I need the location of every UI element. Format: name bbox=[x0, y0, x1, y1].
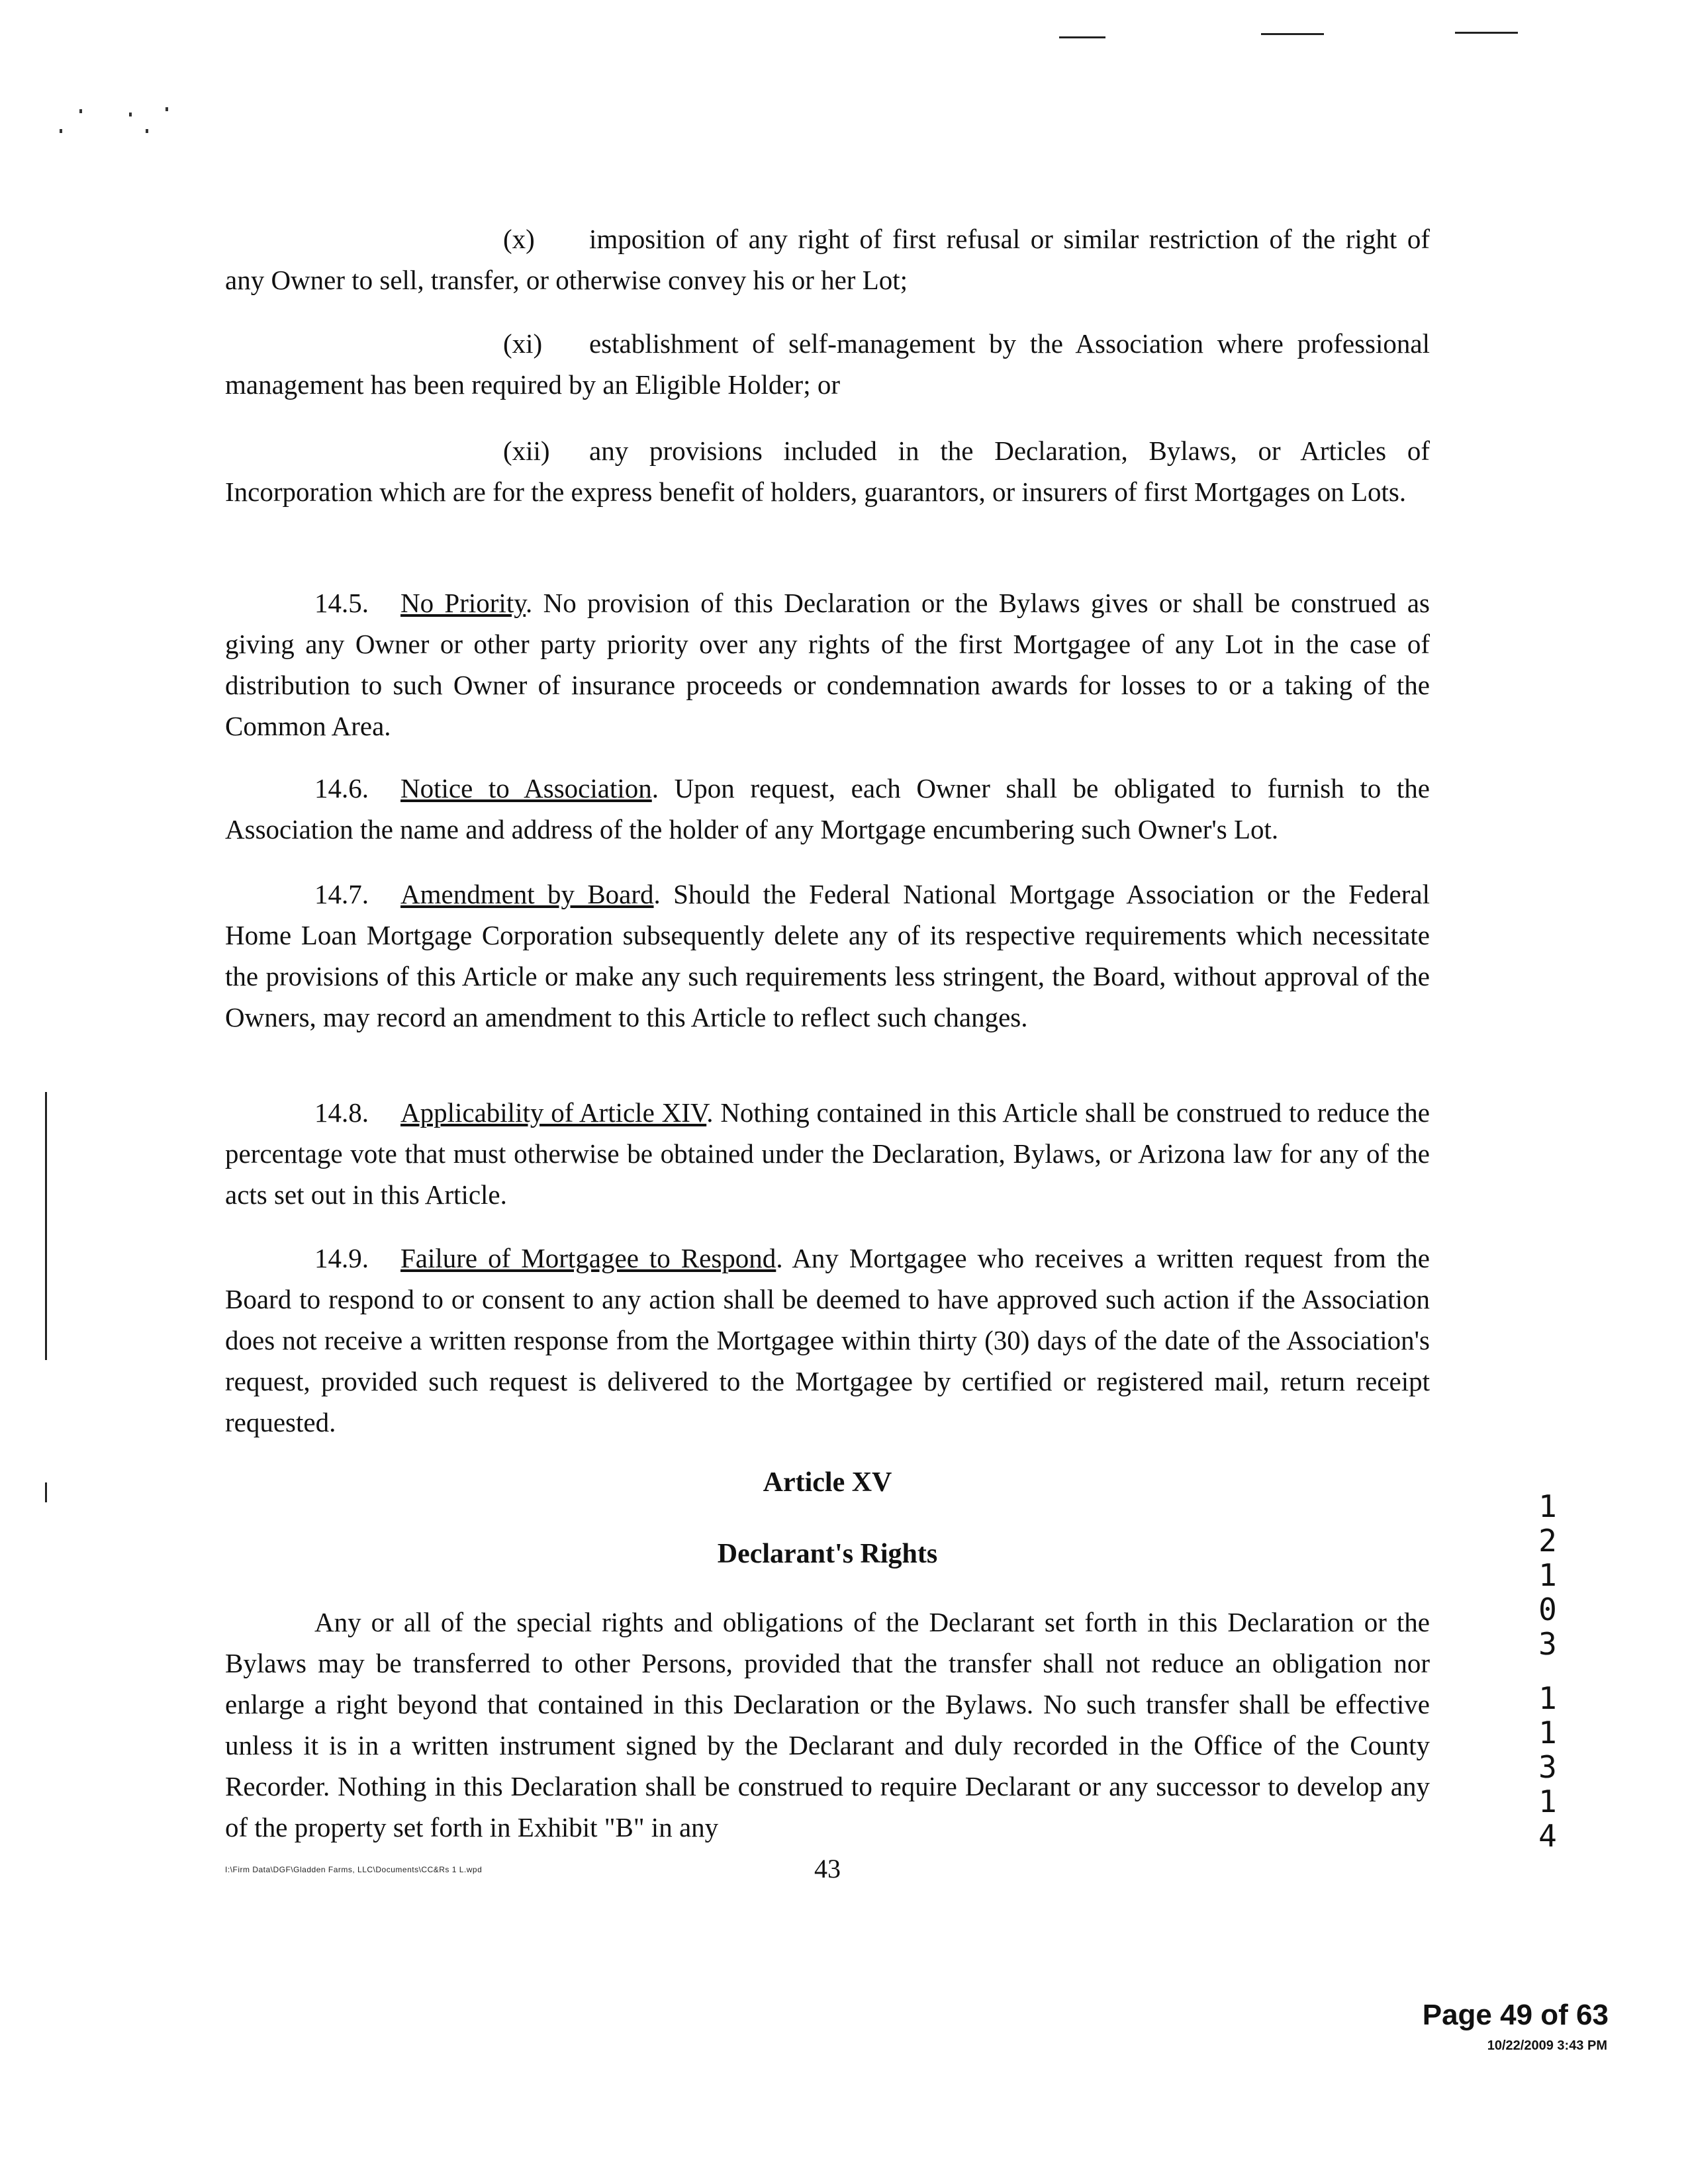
section-title: No Priority bbox=[400, 588, 526, 618]
section-title: Amendment by Board bbox=[400, 879, 654, 909]
section-14-5: 14.5. No Priority. No provision of this Declaration or the Bylaws gives or shall be construed as giving any Owner or other party priority over any rights of the first Mortgagee of any Lot in the case of distribution to such Owner of insurance proceeds or condemnation awards for losses to or a taking of the Common Area. bbox=[225, 582, 1430, 747]
section-number: 14.6. bbox=[314, 773, 369, 803]
stamp-digit: 1 bbox=[1538, 1488, 1557, 1524]
section-14-6: 14.6. Notice to Association. Upon request, each Owner shall be obligated to furnish to the Association the name and address of the holder of any Mortgage encumbering such Owner's Lot. bbox=[225, 768, 1430, 850]
item-xii bbox=[225, 430, 1430, 512]
scan-speck bbox=[165, 107, 168, 111]
page-of-count: Page 49 of 63 bbox=[1422, 1999, 1609, 2031]
page-number: 43 bbox=[814, 1854, 841, 1884]
stamp-digit: 3 bbox=[1538, 1626, 1557, 1662]
stamp-digit: 3 bbox=[1538, 1749, 1557, 1785]
item-text: imposition of any right of first refusal or similar restriction of the right bbox=[589, 224, 1397, 254]
scan-rule-1 bbox=[1059, 36, 1105, 38]
section-14-8: 14.8. Applicability of Article XIV. Nothing contained in this Article shall be construed to reduce the percentage vote that must otherwise be obtained under the Declaration, Bylaws, or Arizona law for any of the acts set out in this Article. bbox=[225, 1092, 1430, 1215]
scan-speck bbox=[79, 109, 82, 113]
stamp-digit: 0 bbox=[1538, 1592, 1557, 1627]
section-body: Nothing contained in this Article shall be construed to reduce the percentage vote that must otherwise be obtained under the Declaration, Bylaws, or Arizona law for any of the acts set out in this Article. bbox=[225, 1097, 1430, 1210]
stamp-digit: 4 bbox=[1538, 1818, 1557, 1854]
item-text-cont: Incorporation which are for the express benefit of holders, guarantors, or insurers of first Mortgages on Lots. bbox=[225, 477, 1407, 507]
stamp-digit: 1 bbox=[1538, 1715, 1557, 1751]
recorded-datetime: 10/22/2009 3:43 PM bbox=[1487, 2038, 1607, 2053]
item-number: (xii) bbox=[503, 435, 550, 466]
item-text: establishment of self-management by the Association where bbox=[589, 328, 1284, 359]
article-body bbox=[225, 1602, 1430, 1848]
section-number: 14.7. bbox=[314, 879, 369, 909]
section-body: No provision of this Declaration or the Bylaws gives or shall be construed as giving any Owner or other party priority over any rights of the first Mortgagee of any Lot in the case of distribution to such Owner of insurance proceeds or condemnation awards for losses to or a taking of the Common Area. bbox=[225, 588, 1430, 741]
article-body-text: Any or all of the special rights and obligations of the Declarant set forth in this Declaration or the Bylaws may be transferred to other Persons, provided that the transfer shall not reduce an obligation nor enlarge a right beyond that contained in this Declaration or the Bylaws. No such transfer shall be effective unless it is in a written instrument signed by the Declarant and duly recorded in the Office of the County Recorder. Nothing in this Declaration shall be construed to require Declarant or any successor to develop any of the property set forth in Exhibit "B" in any bbox=[225, 1607, 1430, 1843]
item-text-cont: of any Owner to sell, transfer, or otherwise convey his or her Lot; bbox=[225, 224, 1430, 295]
item-x bbox=[225, 218, 1430, 300]
section-title: Failure of Mortgagee to Respond bbox=[400, 1243, 776, 1273]
item-number: (xi) bbox=[503, 328, 543, 359]
scan-rule-2 bbox=[1261, 33, 1324, 35]
article-title: Declarant's Rights bbox=[717, 1539, 938, 1569]
article-heading: Article XV bbox=[763, 1467, 892, 1498]
section-14-7: 14.7. Amendment by Board. Should the Federal National Mortgage Association or the Federal Home Loan Mortgage Corporation subsequently delete any of its respective requirements which necessitate the provisions of this Article or make any such requirements less stringent, the Board, without approval of the Owners, may record an amendment to this Article to reflect such changes. bbox=[225, 874, 1430, 1038]
section-title: Notice to Association bbox=[400, 773, 652, 803]
revision-bar bbox=[45, 1092, 47, 1360]
recording-stamp-bottom bbox=[1534, 1681, 1561, 1853]
section-number: 14.9. bbox=[314, 1243, 369, 1273]
item-text-cont: professional management has been required by an Eligible Holder; or bbox=[225, 328, 1430, 400]
item-text: any provisions included in the Declaration, Bylaws, or Articles of bbox=[589, 435, 1430, 466]
scan-speck bbox=[60, 129, 62, 133]
revision-bar bbox=[45, 1482, 47, 1502]
stamp-digit: 1 bbox=[1538, 1784, 1557, 1819]
file-path: I:\Firm Data\DGF\Gladden Farms, LLC\Documents\CC&Rs 1 L.wpd bbox=[225, 1865, 483, 1874]
recording-stamp-top bbox=[1534, 1489, 1561, 1661]
stamp-digit: 1 bbox=[1538, 1680, 1557, 1716]
scan-speck bbox=[146, 129, 148, 133]
section-number: 14.8. bbox=[314, 1097, 369, 1128]
stamp-digit: 2 bbox=[1538, 1523, 1557, 1559]
section-body: Should the Federal National Mortgage Association or the Federal Home Loan Mortgage Corporation subsequently delete any of its respective requirements which necessitate the provisions of this Article or make any such requirements less stringent, the Board, without approval of the Owners, may record an amendment to this Article to reflect such changes. bbox=[225, 879, 1430, 1032]
scan-rule-3 bbox=[1455, 32, 1518, 34]
item-xi bbox=[225, 323, 1430, 405]
section-body: Any Mortgagee who receives a written request from the Board to respond to or consent to any action shall be deemed to have approved such action if the Association does not receive a written response from the Mortgagee within thirty (30) days of the date of the Association's request, provided such request is delivered to the Mortgagee by certified or registered mail, return receipt requested. bbox=[225, 1243, 1430, 1437]
stamp-digit: 1 bbox=[1538, 1557, 1557, 1593]
section-title: Applicability of Article XIV bbox=[400, 1097, 707, 1128]
section-number: 14.5. bbox=[314, 588, 369, 618]
section-body: Upon request, each Owner shall be obligated to furnish to the Association the name and address of the holder of any Mortgage encumbering such Owner's Lot. bbox=[225, 773, 1430, 844]
section-14-9: 14.9. Failure of Mortgagee to Respond. Any Mortgagee who receives a written request from the Board to respond to or consent to any action shall be deemed to have approved such action if the Association does not receive a written response from the Mortgagee within thirty (30) days of the date of the Association's request, provided such request is delivered to the Mortgagee by certified or registered mail, return receipt requested. bbox=[225, 1238, 1430, 1443]
scan-speck bbox=[129, 113, 132, 116]
item-number: (x) bbox=[503, 224, 535, 254]
